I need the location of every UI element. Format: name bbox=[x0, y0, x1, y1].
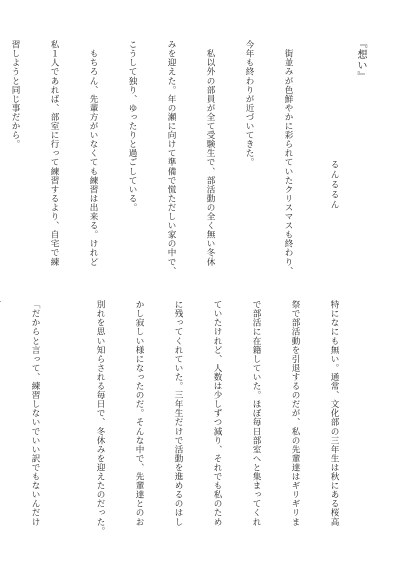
paragraph-line: 習しようと同じ事だから。 bbox=[10, 40, 20, 149]
paragraph-line: 私１人であれば、部室に行って練習するより、自宅で練 bbox=[49, 40, 59, 267]
lower-text-block bbox=[0, 300, 366, 552]
paragraph-line: 特になにも無い。通常、文化部の三年生は秋にある桜高 bbox=[329, 300, 339, 527]
paragraph-line: に残ってくれていた。三年生だけで活動を進めるのはし bbox=[173, 300, 183, 527]
paragraph-line bbox=[0, 300, 2, 552]
paragraph-line: 街並みが色鮮やかに彩られていたクリスマスも終わり、 bbox=[283, 40, 293, 276]
paragraph-line: 「だからと言って、練習しないでいい訳でもないんだけ bbox=[30, 300, 40, 527]
paragraph-line: で部活に在籍していた。ほぼ毎日部室へと集まってくれ bbox=[251, 300, 261, 527]
paragraph-line: 祭で部活動を引退するのだが、私の先輩達はギリギリま bbox=[290, 300, 300, 527]
paragraph-line: もちろん、先輩方がいなくても練習は出来る。けれど bbox=[88, 40, 98, 267]
paragraph-line: かし寂しい様になったのだ。そんな中で、先輩達とのお bbox=[134, 300, 144, 527]
paragraph-line: ていたけれど、人数は少しずつ減り、それでも私のため bbox=[212, 300, 222, 527]
story-title: 『想い』 bbox=[355, 38, 366, 82]
paragraph-line: 今年も終わりが近づいてきた。 bbox=[244, 40, 254, 167]
upper-text-block bbox=[0, 40, 320, 290]
paragraph-line: 私以外の部員が全て受験生で、部活動の全く無い冬休 bbox=[205, 40, 215, 267]
paragraph-line: こうして独り、ゆったりと過ごしている。 bbox=[127, 40, 137, 212]
paragraph-line: みを迎えた。年の瀬に向けて準備で慌ただしい家の中で、 bbox=[166, 40, 176, 276]
author-name: るんるるん bbox=[329, 160, 339, 210]
paragraph-line: 別れを思い知らされる毎日で、冬休みを迎えたのだった。 bbox=[95, 300, 105, 536]
